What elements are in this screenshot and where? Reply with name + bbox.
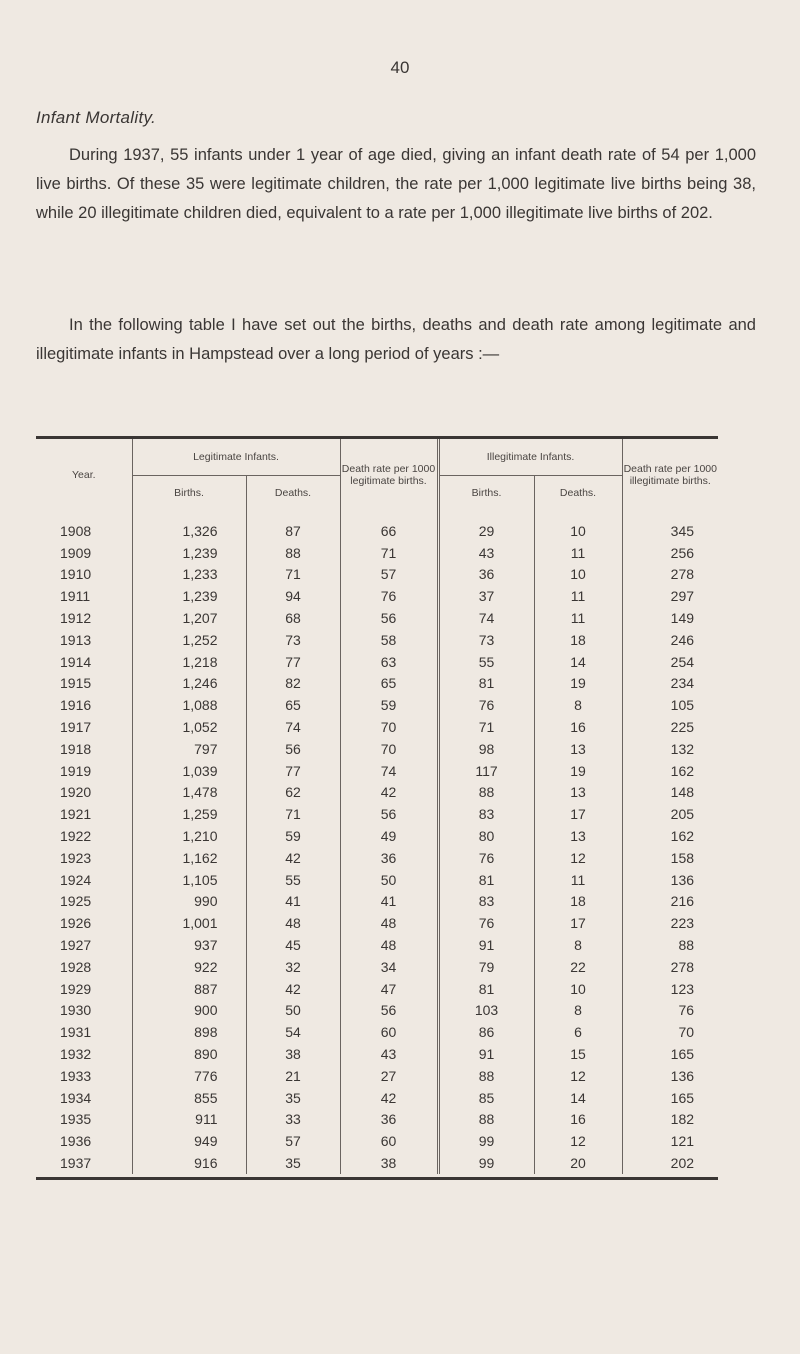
cell-year: 1911 <box>60 588 91 605</box>
cell-illegit-deaths: 8 <box>534 694 622 716</box>
cell-legit-rate: 41 <box>340 891 438 913</box>
cell-illegit-births: 83 <box>438 803 534 825</box>
cell-year: 1927 <box>60 937 92 954</box>
cell-illegit-rate: 234 <box>622 673 718 695</box>
cell-illegit-births: 83 <box>438 891 534 913</box>
cell-year: 1915 <box>60 675 92 692</box>
cell-illegit-births: 43 <box>438 542 534 564</box>
header-illegitimate-group: Illegitimate Infants. <box>438 439 622 476</box>
cell-legit-deaths: 35 <box>246 1152 340 1174</box>
cell-year: 1917 <box>60 719 92 736</box>
cell-illegit-rate: 158 <box>622 847 718 869</box>
cell-legit-births: 1,259 <box>132 803 246 825</box>
cell-illegit-deaths: 11 <box>534 585 622 607</box>
cell-legit-deaths: 50 <box>246 1000 340 1022</box>
cell-illegit-births: 88 <box>438 1109 534 1131</box>
cell-year: 1914 <box>60 653 92 670</box>
cell-legit-rate: 59 <box>340 694 438 716</box>
table-body <box>36 510 718 1174</box>
cell-legit-deaths: 42 <box>246 978 340 1000</box>
cell-legit-deaths: 33 <box>246 1109 340 1131</box>
page-number: 40 <box>390 58 410 77</box>
table-row <box>36 510 718 542</box>
cell-legit-deaths: 68 <box>246 607 340 629</box>
cell-illegit-deaths: 20 <box>534 1152 622 1174</box>
cell-illegit-deaths: 17 <box>534 803 622 825</box>
cell-illegit-deaths: 15 <box>534 1043 622 1065</box>
table-row <box>36 1000 718 1022</box>
table-row <box>36 891 718 913</box>
cell-year: 1930 <box>60 1002 92 1019</box>
cell-legit-rate: 56 <box>340 1000 438 1022</box>
cell-legit-rate: 38 <box>340 1152 438 1174</box>
cell-illegit-deaths: 12 <box>534 1065 622 1087</box>
cell-illegit-births: 98 <box>438 738 534 760</box>
cell-legit-births: 1,052 <box>132 716 246 738</box>
cell-illegit-rate: 123 <box>622 978 718 1000</box>
cell-illegit-births: 55 <box>438 651 534 673</box>
cell-year: 1935 <box>60 1111 92 1128</box>
cell-illegit-deaths: 14 <box>534 1087 622 1109</box>
table-row <box>36 629 718 651</box>
cell-legit-deaths: 41 <box>246 891 340 913</box>
cell-legit-rate: 60 <box>340 1021 438 1043</box>
cell-illegit-deaths: 6 <box>534 1021 622 1043</box>
cell-legit-births: 1,001 <box>132 912 246 934</box>
table-bottom-rule <box>36 1177 718 1180</box>
table-row <box>36 1152 718 1174</box>
cell-illegit-deaths: 13 <box>534 782 622 804</box>
cell-year: 1931 <box>60 1024 92 1041</box>
cell-legit-rate: 76 <box>340 585 438 607</box>
cell-legit-births: 1,207 <box>132 607 246 629</box>
table-row <box>36 651 718 673</box>
cell-illegit-rate: 70 <box>622 1021 718 1043</box>
cell-illegit-deaths: 8 <box>534 934 622 956</box>
cell-legit-deaths: 35 <box>246 1087 340 1109</box>
cell-legit-deaths: 55 <box>246 869 340 891</box>
cell-illegit-rate: 216 <box>622 891 718 913</box>
cell-illegit-rate: 278 <box>622 564 718 586</box>
cell-legit-deaths: 77 <box>246 651 340 673</box>
cell-legit-births: 887 <box>132 978 246 1000</box>
cell-legit-deaths: 21 <box>246 1065 340 1087</box>
cell-illegit-deaths: 10 <box>534 564 622 586</box>
cell-illegit-rate: 132 <box>622 738 718 760</box>
cell-year: 1933 <box>60 1067 92 1084</box>
cell-legit-births: 776 <box>132 1065 246 1087</box>
header-legitimate-group: Legitimate Infants. <box>132 439 340 476</box>
cell-illegit-births: 91 <box>438 934 534 956</box>
cell-illegit-births: 103 <box>438 1000 534 1022</box>
table-row <box>36 912 718 934</box>
cell-legit-rate: 60 <box>340 1130 438 1152</box>
cell-legit-rate: 43 <box>340 1043 438 1065</box>
cell-year: 1923 <box>60 849 92 866</box>
cell-illegit-births: 29 <box>438 510 534 542</box>
cell-legit-births: 1,326 <box>132 510 246 542</box>
cell-legit-rate: 74 <box>340 760 438 782</box>
cell-illegit-births: 74 <box>438 607 534 629</box>
cell-legit-births: 1,210 <box>132 825 246 847</box>
cell-illegit-births: 81 <box>438 673 534 695</box>
cell-illegit-deaths: 10 <box>534 510 622 542</box>
cell-year: 1926 <box>60 915 92 932</box>
header-legit-rate: Death rate per 1000 legitimate births. <box>340 439 438 510</box>
cell-year: 1937 <box>60 1155 92 1171</box>
cell-year: 1922 <box>60 828 92 845</box>
cell-legit-births: 1,088 <box>132 694 246 716</box>
intro-paragraph: During 1937, 55 infants under 1 year of age died, giving an infant death rate of 54 per 1,000 live births. Of these 35 were legitimate children, the rate per 1,000 legitimate live births being 38, while 20 illegitimate children died, equivalent to a rate per 1,000 illegitimate live births of 202. <box>36 146 756 222</box>
cell-legit-births: 1,039 <box>132 760 246 782</box>
cell-legit-births: 1,239 <box>132 542 246 564</box>
cell-year: 1929 <box>60 980 92 997</box>
cell-illegit-rate: 148 <box>622 782 718 804</box>
cell-year: 1908 <box>60 522 92 539</box>
cell-illegit-births: 91 <box>438 1043 534 1065</box>
cell-year: 1925 <box>60 893 92 910</box>
cell-illegit-births: 81 <box>438 869 534 891</box>
cell-illegit-births: 76 <box>438 912 534 934</box>
cell-legit-births: 890 <box>132 1043 246 1065</box>
cell-legit-births: 1,105 <box>132 869 246 891</box>
cell-legit-births: 911 <box>132 1109 246 1131</box>
table-row <box>36 760 718 782</box>
cell-illegit-rate: 256 <box>622 542 718 564</box>
cell-legit-births: 1,246 <box>132 673 246 695</box>
cell-illegit-rate: 254 <box>622 651 718 673</box>
cell-legit-rate: 36 <box>340 847 438 869</box>
cell-illegit-births: 88 <box>438 1065 534 1087</box>
cell-legit-deaths: 88 <box>246 542 340 564</box>
cell-legit-rate: 27 <box>340 1065 438 1087</box>
table-row <box>36 585 718 607</box>
cell-illegit-deaths: 19 <box>534 760 622 782</box>
cell-illegit-rate: 121 <box>622 1130 718 1152</box>
table-row <box>36 607 718 629</box>
cell-legit-rate: 36 <box>340 1109 438 1131</box>
cell-illegit-deaths: 14 <box>534 651 622 673</box>
cell-illegit-births: 36 <box>438 564 534 586</box>
cell-legit-births: 1,218 <box>132 651 246 673</box>
cell-year: 1916 <box>60 697 92 714</box>
cell-illegit-births: 76 <box>438 847 534 869</box>
cell-illegit-deaths: 16 <box>534 716 622 738</box>
cell-legit-births: 1,162 <box>132 847 246 869</box>
table-row <box>36 542 718 564</box>
cell-legit-rate: 70 <box>340 716 438 738</box>
cell-legit-deaths: 42 <box>246 847 340 869</box>
cell-legit-deaths: 71 <box>246 564 340 586</box>
cell-year: 1918 <box>60 740 92 757</box>
cell-legit-births: 916 <box>132 1152 246 1174</box>
cell-illegit-deaths: 11 <box>534 869 622 891</box>
header-illegit-births: Births. <box>438 476 534 511</box>
cell-legit-deaths: 65 <box>246 694 340 716</box>
cell-illegit-deaths: 11 <box>534 607 622 629</box>
cell-illegit-rate: 136 <box>622 1065 718 1087</box>
cell-illegit-deaths: 11 <box>534 542 622 564</box>
cell-illegit-rate: 88 <box>622 934 718 956</box>
cell-legit-deaths: 62 <box>246 782 340 804</box>
cell-illegit-rate: 205 <box>622 803 718 825</box>
cell-legit-deaths: 56 <box>246 738 340 760</box>
cell-legit-rate: 66 <box>340 510 438 542</box>
header-legit-deaths: Deaths. <box>246 476 340 511</box>
cell-illegit-deaths: 22 <box>534 956 622 978</box>
table-row <box>36 847 718 869</box>
cell-legit-births: 1,252 <box>132 629 246 651</box>
cell-illegit-rate: 182 <box>622 1109 718 1131</box>
cell-legit-births: 898 <box>132 1021 246 1043</box>
cell-illegit-births: 86 <box>438 1021 534 1043</box>
table-row <box>36 1043 718 1065</box>
cell-illegit-rate: 202 <box>622 1152 718 1174</box>
cell-illegit-births: 99 <box>438 1130 534 1152</box>
table-row <box>36 564 718 586</box>
header-legit-births: Births. <box>132 476 246 511</box>
cell-illegit-births: 99 <box>438 1152 534 1174</box>
cell-illegit-deaths: 13 <box>534 825 622 847</box>
cell-illegit-births: 85 <box>438 1087 534 1109</box>
cell-legit-rate: 50 <box>340 869 438 891</box>
table-row <box>36 978 718 1000</box>
cell-legit-rate: 48 <box>340 934 438 956</box>
cell-illegit-deaths: 17 <box>534 912 622 934</box>
cell-illegit-rate: 345 <box>622 510 718 542</box>
cell-illegit-births: 117 <box>438 760 534 782</box>
cell-illegit-births: 79 <box>438 956 534 978</box>
cell-legit-rate: 34 <box>340 956 438 978</box>
cell-legit-births: 937 <box>132 934 246 956</box>
cell-year: 1909 <box>60 544 92 561</box>
cell-legit-deaths: 82 <box>246 673 340 695</box>
cell-illegit-births: 71 <box>438 716 534 738</box>
cell-year: 1919 <box>60 762 92 779</box>
cell-year: 1934 <box>60 1089 92 1106</box>
cell-legit-rate: 56 <box>340 803 438 825</box>
table-row <box>36 869 718 891</box>
cell-legit-rate: 57 <box>340 564 438 586</box>
cell-year: 1912 <box>60 610 92 627</box>
table-row <box>36 694 718 716</box>
cell-illegit-births: 73 <box>438 629 534 651</box>
cell-legit-rate: 42 <box>340 782 438 804</box>
cell-illegit-deaths: 19 <box>534 673 622 695</box>
cell-illegit-births: 81 <box>438 978 534 1000</box>
header-illegit-rate: Death rate per 1000 illegitimate births. <box>622 439 718 510</box>
cell-illegit-rate: 165 <box>622 1087 718 1109</box>
cell-illegit-deaths: 16 <box>534 1109 622 1131</box>
cell-legit-rate: 42 <box>340 1087 438 1109</box>
cell-illegit-deaths: 10 <box>534 978 622 1000</box>
cell-illegit-rate: 225 <box>622 716 718 738</box>
cell-illegit-rate: 136 <box>622 869 718 891</box>
cell-illegit-rate: 162 <box>622 760 718 782</box>
table-row <box>36 738 718 760</box>
cell-illegit-births: 76 <box>438 694 534 716</box>
cell-legit-births: 1,478 <box>132 782 246 804</box>
cell-legit-deaths: 94 <box>246 585 340 607</box>
cell-year: 1924 <box>60 871 92 888</box>
cell-legit-deaths: 87 <box>246 510 340 542</box>
cell-year: 1920 <box>60 784 92 801</box>
cell-illegit-births: 88 <box>438 782 534 804</box>
cell-legit-rate: 58 <box>340 629 438 651</box>
cell-legit-rate: 71 <box>340 542 438 564</box>
cell-year: 1932 <box>60 1046 92 1063</box>
cell-year: 1936 <box>60 1133 92 1150</box>
cell-illegit-deaths: 12 <box>534 847 622 869</box>
cell-illegit-rate: 297 <box>622 585 718 607</box>
cell-legit-rate: 56 <box>340 607 438 629</box>
table-intro-paragraph: In the following table I have set out the births, deaths and death rate among legitimate and illegitimate infants in Hampstead over a long period of years :— <box>36 316 756 363</box>
table-row <box>36 1109 718 1131</box>
table-row <box>36 934 718 956</box>
cell-legit-deaths: 73 <box>246 629 340 651</box>
table-row <box>36 825 718 847</box>
cell-legit-births: 922 <box>132 956 246 978</box>
cell-legit-births: 949 <box>132 1130 246 1152</box>
header-illegit-deaths: Deaths. <box>534 476 622 511</box>
cell-legit-rate: 70 <box>340 738 438 760</box>
table-row <box>36 1021 718 1043</box>
cell-illegit-births: 80 <box>438 825 534 847</box>
cell-legit-rate: 48 <box>340 912 438 934</box>
cell-legit-deaths: 74 <box>246 716 340 738</box>
cell-illegit-rate: 76 <box>622 1000 718 1022</box>
cell-illegit-deaths: 8 <box>534 1000 622 1022</box>
cell-legit-births: 1,239 <box>132 585 246 607</box>
cell-illegit-rate: 162 <box>622 825 718 847</box>
table-row <box>36 782 718 804</box>
cell-illegit-deaths: 13 <box>534 738 622 760</box>
cell-legit-deaths: 48 <box>246 912 340 934</box>
cell-illegit-rate: 223 <box>622 912 718 934</box>
cell-legit-deaths: 77 <box>246 760 340 782</box>
cell-illegit-rate: 246 <box>622 629 718 651</box>
cell-legit-births: 990 <box>132 891 246 913</box>
cell-legit-deaths: 45 <box>246 934 340 956</box>
table-row <box>36 956 718 978</box>
cell-legit-rate: 47 <box>340 978 438 1000</box>
cell-legit-births: 855 <box>132 1087 246 1109</box>
cell-legit-births: 900 <box>132 1000 246 1022</box>
cell-legit-deaths: 54 <box>246 1021 340 1043</box>
cell-legit-deaths: 59 <box>246 825 340 847</box>
cell-illegit-rate: 149 <box>622 607 718 629</box>
cell-year: 1928 <box>60 958 92 975</box>
table-row <box>36 716 718 738</box>
table-row <box>36 803 718 825</box>
cell-illegit-rate: 105 <box>622 694 718 716</box>
cell-legit-births: 797 <box>132 738 246 760</box>
table-row <box>36 1087 718 1109</box>
cell-legit-deaths: 71 <box>246 803 340 825</box>
table-row <box>36 1065 718 1087</box>
cell-legit-deaths: 38 <box>246 1043 340 1065</box>
cell-legit-deaths: 57 <box>246 1130 340 1152</box>
cell-legit-rate: 63 <box>340 651 438 673</box>
cell-year: 1921 <box>60 806 92 823</box>
cell-illegit-deaths: 18 <box>534 629 622 651</box>
infant-mortality-table <box>36 436 718 1180</box>
cell-legit-deaths: 32 <box>246 956 340 978</box>
cell-legit-rate: 49 <box>340 825 438 847</box>
section-heading: Infant Mortality. <box>36 108 157 127</box>
cell-legit-births: 1,233 <box>132 564 246 586</box>
table-row <box>36 673 718 695</box>
table-row <box>36 1130 718 1152</box>
cell-illegit-deaths: 12 <box>534 1130 622 1152</box>
cell-illegit-births: 37 <box>438 585 534 607</box>
header-year: Year. <box>71 468 96 481</box>
cell-illegit-rate: 278 <box>622 956 718 978</box>
cell-illegit-rate: 165 <box>622 1043 718 1065</box>
cell-year: 1913 <box>60 631 92 648</box>
cell-legit-rate: 65 <box>340 673 438 695</box>
cell-illegit-deaths: 18 <box>534 891 622 913</box>
cell-year: 1910 <box>60 566 92 583</box>
